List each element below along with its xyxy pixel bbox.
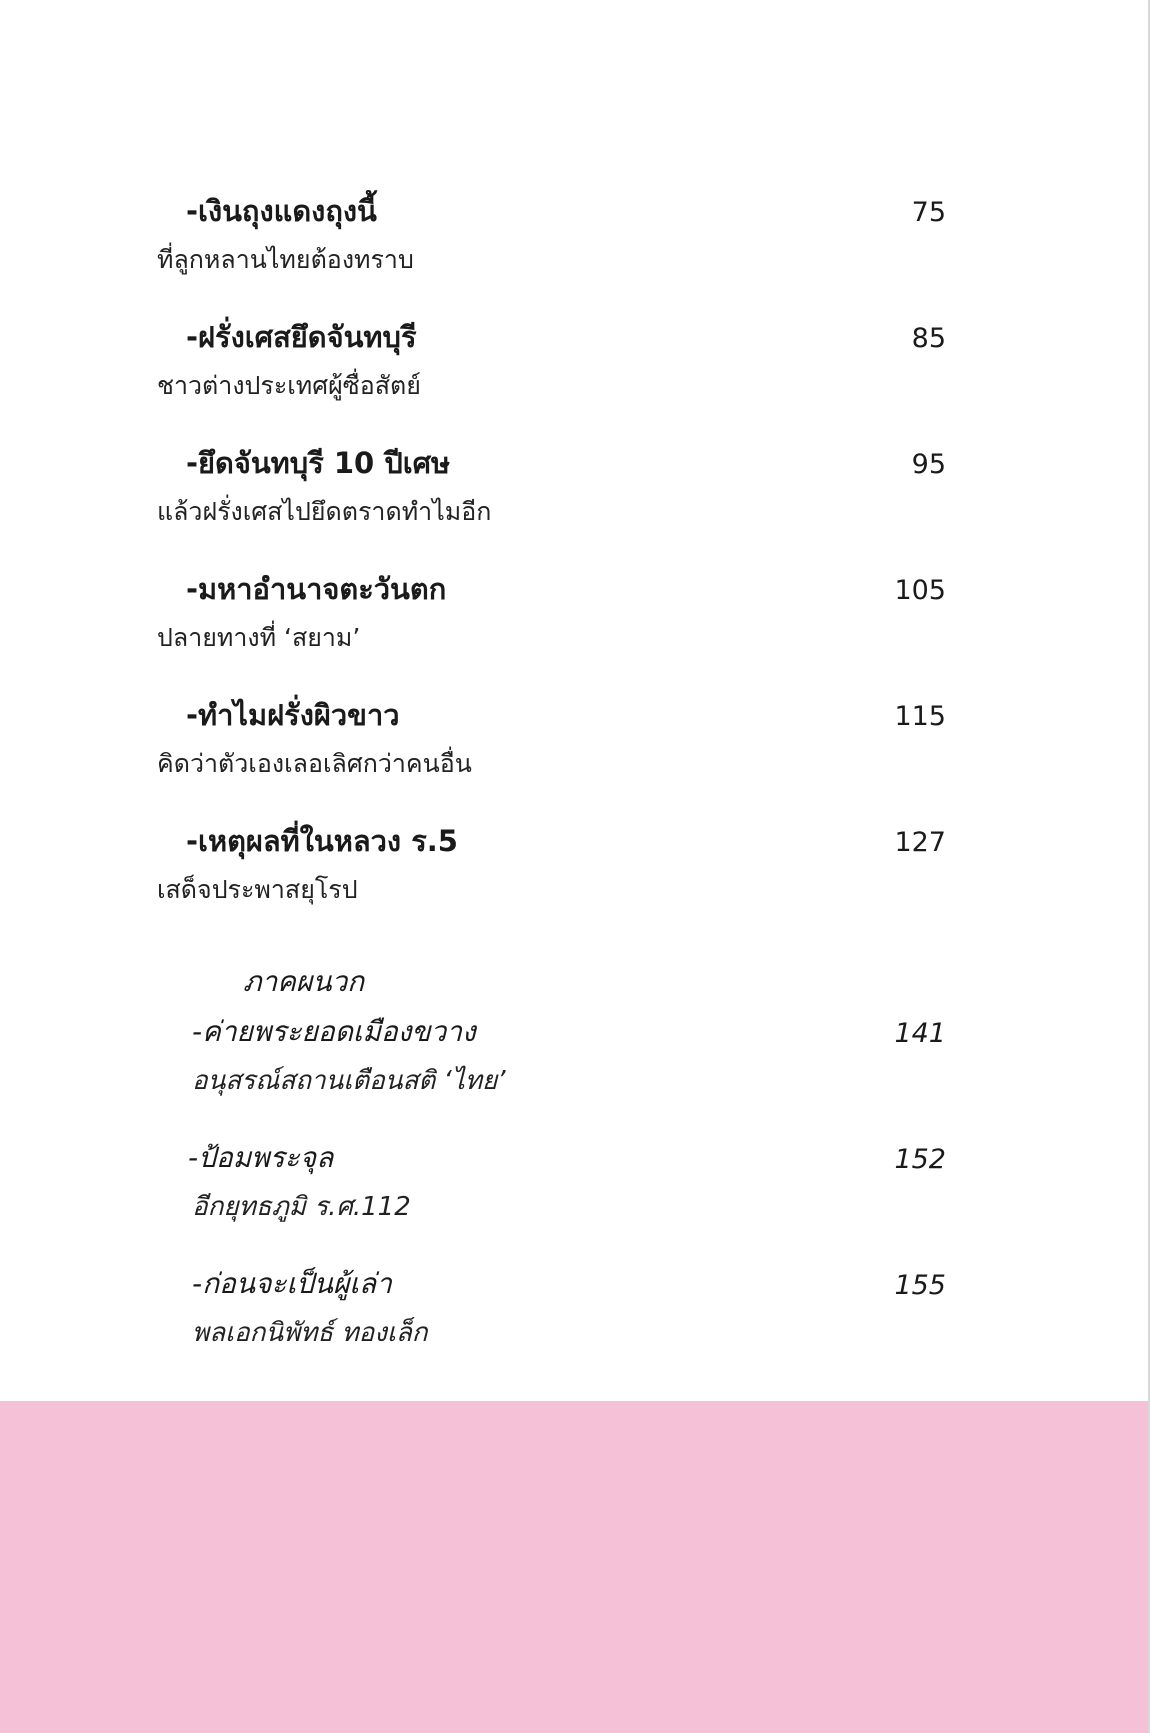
appendix-entry-subtitle: พลเอกนิพัทธ์ ทองเล็ก: [192, 1318, 428, 1348]
appendix-entry-page-number: 152: [894, 1144, 946, 1175]
entry-page-number: 75: [911, 197, 946, 228]
entry-title: -เงินถุงแดงถุงนี้: [186, 194, 377, 228]
entry-title: -ทำไมฝรั่งผิวขาว: [186, 698, 400, 732]
entry-title: -มหาอำนาจตะวันตก: [186, 572, 447, 606]
entry-title: -เหตุผลที่ในหลวง ร.5: [186, 824, 458, 858]
entry-page-number: 95: [911, 449, 946, 480]
entry-subtitle: แล้วฝรั่งเศสไปยึดตราดทำไมอีก: [157, 497, 492, 526]
entry-page-number: 127: [894, 827, 946, 858]
entry-title: -ยึดจันทบุรี 10 ปีเศษ: [186, 446, 451, 480]
entry-subtitle: ปลายทางที่ ‘สยาม’: [157, 623, 361, 652]
appendix-entry-page-number: 155: [894, 1270, 946, 1301]
entry-subtitle: เสด็จประพาสยุโรป: [157, 875, 358, 904]
appendix-entry-title: -ค่ายพระยอดเมืองขวาง: [192, 1015, 476, 1048]
appendix-entry-title: -ก่อนจะเป็นผู้เล่า: [192, 1267, 392, 1300]
appendix-entry-title: -ป้อมพระจุล: [188, 1141, 334, 1174]
entry-subtitle: ที่ลูกหลานไทยต้องทราบ: [157, 245, 414, 274]
entry-subtitle: ชาวต่างประเทศผู้ซื่อสัตย์: [157, 371, 421, 400]
bottom-color-band: [0, 1401, 1150, 1733]
entry-subtitle: คิดว่าตัวเองเลอเลิศกว่าคนอื่น: [157, 749, 472, 778]
entry-title: -ฝรั่งเศสยึดจันทบุรี: [186, 320, 417, 354]
appendix-entry-subtitle: อีกยุทธภูมิ ร.ศ.112: [192, 1192, 411, 1222]
entry-page-number: 105: [894, 575, 946, 606]
appendix-heading: ภาคผนวก: [243, 965, 365, 998]
entry-page-number: 115: [894, 701, 946, 732]
appendix-entry-page-number: 141: [894, 1018, 946, 1049]
appendix-entry-subtitle: อนุสรณ์สถานเตือนสติ ‘ไทย’: [192, 1066, 506, 1096]
entry-page-number: 85: [911, 323, 946, 354]
